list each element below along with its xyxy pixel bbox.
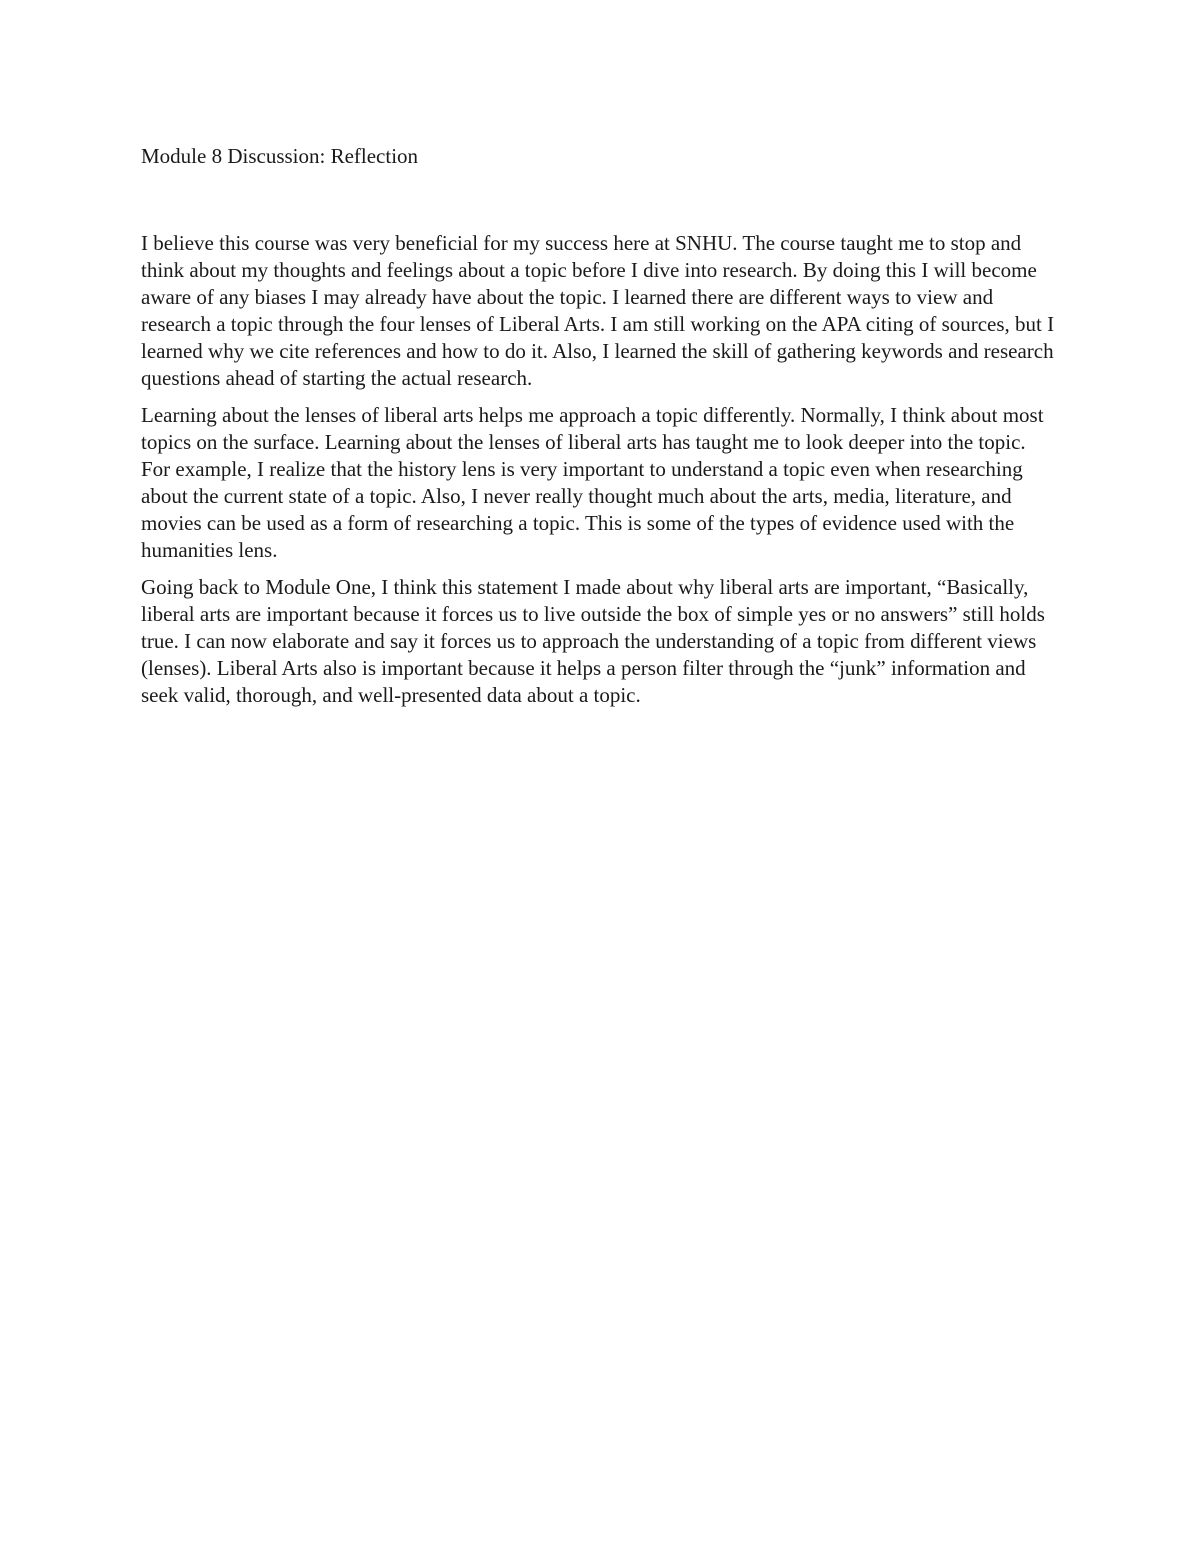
document-content [141, 141, 1059, 719]
paragraph-1: I believe this course was very beneficial for my success here at SNHU. The course taught me to stop and think about my thoughts and feelings about a topic before I dive into research. By doing this I will become aware of any biases I may already have about the topic. I learned there are different ways to view and research a topic through the four lenses of Liberal Arts. I am still working on the APA citing of sources, but I learned why we cite references and how to do it. Also, I learned the skill of gathering keywords and research questions ahead of starting the actual research. [141, 231, 1055, 390]
paragraph-3: Going back to Module One, I think this statement I made about why liberal arts are important, “Basically, liberal arts are important because it forces us to live outside the box of simple yes or no answers” still holds true. I can now elaborate and say it forces us to approach the understanding of a topic from different views (lenses). Liberal Arts also is important because it helps a person filter through the “junk” information and seek valid, thorough, and well-presented data about a topic. [141, 575, 1045, 707]
document-body [141, 230, 1059, 709]
document-title: Module 8 Discussion: Reflection [141, 144, 419, 168]
paragraph-2: Learning about the lenses of liberal arts helps me approach a topic differently. Normally, I think about most topics on the surface. Learning about the lenses of liberal arts has taught me to look deeper into the topic. For example, I realize that the history lens is very important to understand a topic even when researching about the current state of a topic. Also, I never really thought much about the arts, media, literature, and movies can be used as a form of researching a topic. This is some of the types of evidence used with the humanities lens. [141, 403, 1044, 562]
